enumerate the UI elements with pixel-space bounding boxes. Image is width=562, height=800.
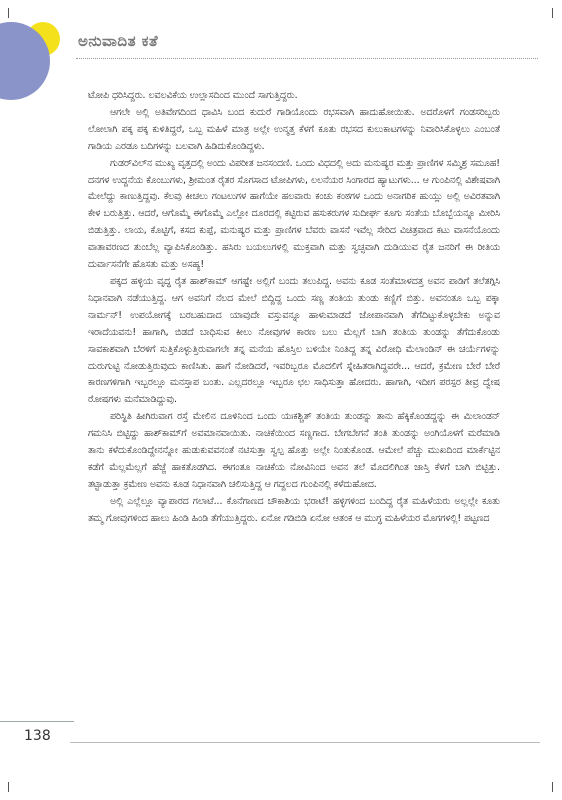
paragraph: ಆಗಲೇ ಅಲ್ಲಿ ಅತಿವೇಗದಿಂದ ಧಾವಿಸಿ ಬಂದ ಕುದುರೆ ಗಾಡಿಯೊಂದು ರಭಸವಾಗಿ ಹಾದುಹೋಯಿತು. ಅದರೊಳಗೆ ಗಂಡಸರಿಬ್ಬರು ಲೋಲಾಗಿ ಪಕ್ಕ ಪಕ್ಕ ಕುಳಿತಿದ್ದರೆ, ಒಬ್ಬ ಮಹಿಳೆ ಮಾತ್ರ ಅಲ್ಲೇ ಉನ್ಮತ್ತ ಕೆಳಗೆ ಕೂತು ರಭಸದ ಕುಲುಕಾಟಗಳನ್ನು ನಿವಾರಿಸಿಕೊಳ್ಳಲು ಎಂಬಂತೆ ಗಾಡಿಯ ಎರಡೂ ಬದಿಗಳನ್ನು ಬಲವಾಗಿ ಹಿಡಿದುಕೊಂಡಿದ್ದಳು. <box>88 106 500 152</box>
page-number: 138 <box>24 728 51 744</box>
crop-mark-bottom-left <box>8 782 9 792</box>
crop-mark-top-right <box>552 8 553 18</box>
section-title: ಅನುವಾದಿತ ಕತೆ <box>78 32 159 50</box>
paragraph: ಗುಡರ್‌ವಿಲ್‌ನ ಮುಖ್ಯ ವೃತ್ತದಲ್ಲಿ ಅಂದು ವಿಪರೀತ ಜನಸಂದಣಿ. ಒಂದು ವಿಧದಲ್ಲಿ ಅದು ಮನುಷ್ಯರ ಮತ್ತು ಪ್ರಾಣಿಗಳ ಸಮ್ಮಿಶ್ರ ಸಮೂಹ! ದನಗಳ ಉದ್ದನೆಯ ಕೊಂಬುಗಳು, ಶ್ರೀಮಂತ ರೈತರ ಸೊಗಸಾದ ಟೋಪಿಗಳು, ಲಲನೆಯರ ಸಿಂಗಾರದ ಹ್ಯಾಟುಗಳು... ಆ ಗುಂಪಿನಲ್ಲಿ ವಿಶೇಷವಾಗಿ ಮೇಲೆದ್ದು ಕಾಣುತ್ತಿದ್ದವು. ಕೆಲವು ಕೀಚಲು ಗಂಟಲುಗಳ ಹಾಗೆಯೇ ಹಲವಾರು ಕಂಚು ಕಂಠಗಳ ಒಂದು ಅನಾಗರಿಕ ಹುಯ್ಲು ಅಲ್ಲಿ ಅವಿರತವಾಗಿ ಕೇಳ ಬರುತ್ತಿತ್ತು. ಆದರೆ, ಆಗೊಮ್ಮೆ ಈಗೊಮ್ಮೆ ಎಲ್ಲೋ ದೂರದಲ್ಲಿ ಕಟ್ಟಿರುವ ಹಸುಕರುಗಳ ಸುದೀರ್ಘ ಕೂಗು ಸಂತೆಯ ಬೊಬ್ಬೆಯನ್ನೂ ಮೀರಿಸಿ ಬಿಡುತ್ತಿತ್ತು. ಲಾಯ, ಕೊಟ್ಟಿಗೆ, ಕಸದ ಕುಪ್ಪೆ, ಮನುಷ್ಯರ ಮತ್ತು ಪ್ರಾಣಿಗಳ ಬೆವರು ವಾಸನೆ ಇವೆಲ್ಲ ಸೇರಿದ ವಿಚಿತ್ರವಾದ ಕಟು ವಾಸನೆಯೊಂದು ವಾತಾವರಣದ ತುಂಬೆಲ್ಲ ವ್ಯಾಪಿಸಿಕೊಂಡಿತ್ತು. ಹಸಿರು ಬಯಲುಗಳಲ್ಲಿ ಮುಕ್ತವಾಗಿ ಮತ್ತು ಸ್ವಚ್ಛವಾಗಿ ದುಡಿಯುವ ರೈತ ಜನರಿಗೆ ಈ ರೀತಿಯ ದುರ್ವಾಸನೆಗೇ ಹೊಸತು ಮತ್ತು ಅಸಹ್ಯ! <box>88 157 500 271</box>
paragraph: ಟೋಪಿ ಧರಿಸಿದ್ದರು. ಲವಲವಿಕೆಯ ಉಲ್ಲಾಸದಿಂದ ಮುಂದೆ ಸಾಗುತ್ತಿದ್ದರು. <box>88 90 298 101</box>
header-divider <box>76 58 538 59</box>
paragraph: ಪರಿಸ್ಥಿತಿ ಹೀಗಿರುವಾಗ ರಸ್ತೆ ಮೇಲಿನ ದೂಳಿನಿಂದ ಒಂದು ಯಃಕಶ್ಚಿತ್ ತಂತಿಯ ತುಂಡನ್ನು ತಾನು ಹೆಕ್ಕಿಕೊಂಡದ್ದನ್ನು ಈ ಮಿಲಾಂಡನ್ ಗಮನಿಸಿ ಬಿಟ್ಟಿದ್ದು ಹಾಶ್‌ಕಾಮ್‌ಗೆ ಅವಮಾನವಾಯಿತು. ನಾಚಿಕೆಯಿಂದ ಸಣ್ಣಗಾದ. ಬೇಗಬೇಗನೆ ತಂತಿ ತುಂಡನ್ನು ಅಂಗಿಯೊಳಗೆ ಮರೆಮಾಡಿ ತಾನು ಕಳೆದುಕೊಂಡಿದ್ದೇನನ್ನೋ ಹುಡುಕುವವನಂತೆ ನಟಿಸುತ್ತಾ ಸ್ವಲ್ಪ ಹೊತ್ತು ಅಲ್ಲೇ ನಿಂತುಕೊಂಡ. ಆಮೇಲೆ ಪೆಚ್ಚು ಮುಖದಿಂದ ಮಾರ್ಕೆಟ್ಟಿನ ಕಡೆಗೆ ಮೆಲ್ಲಮೆಲ್ಲಗೆ ಹೆಜ್ಜೆ ಹಾಕತೊಡಗಿದ. ಈಗಂತೂ ನಾಚಿಕೆಯ ನೋವಿನಿಂದ ಅವನ ತಲೆ ಮೊದಲಿಗಿಂತ ಜಾಸ್ತಿ ಕೆಳಗೆ ಬಾಗಿ ಬಿಟ್ಟಿತ್ತು. ತಟ್ಟಾಡುತ್ತಾ ಕ್ರಮೇಣ ಅವನು ಕೂಡ ನಿಧಾನವಾಗಿ ಚಲಿಸುತ್ತಿದ್ದ ಆ ಗದ್ದಲದ ಗುಂಪಿನಲ್ಲಿ ಕಳೆದುಹೋದ. <box>88 411 500 490</box>
crop-mark-bottom-right <box>552 782 553 792</box>
crop-mark-top-left <box>8 8 9 18</box>
footer-line <box>70 742 540 743</box>
story-body <box>88 88 500 528</box>
paragraph: ಪಕ್ಕದ ಹಳ್ಳಿಯ ವೃದ್ಧ ರೈತ ಹಾಶ್‌ಕಾಮ್ ಆಗಷ್ಟೇ ಅಲ್ಲಿಗೆ ಬಂದು ತಲುಪಿದ್ದ. ಅವನು ಕೂಡ ಸಂತೆಮಾಳದತ್ತ ಅವನ ಪಾಡಿಗೆ ತಲೆತಗ್ಗಿಸಿ ನಿಧಾನವಾಗಿ ನಡೆಯುತ್ತಿದ್ದ. ಆಗ ಅವನಿಗೆ ನೆಲದ ಮೇಲೆ ಬಿದ್ದಿದ್ದ ಒಂದು ಸಣ್ಣ ತಂತಿಯ ತುಂಡು ಕಣ್ಣಿಗೆ ಬಿತ್ತು. ಅವನಂತೂ ಒಬ್ಬ ಪಕ್ಕಾ ನಾರ್ಮನ್! ಉಪಯೋಗಕ್ಕೆ ಬರಬಹುದಾದ ಯಾವುದೇ ವಸ್ತುವನ್ನೂ ಹಾಳುಮಾಡದೆ ಜೋಪಾನವಾಗಿ ತೆಗೆದಿಟ್ಟುಕೊಳ್ಳಬೇಕು ಅನ್ನುವ ಇರಾದೆಯವನು! ಹಾಗಾಗಿ, ಬಿಡದೆ ಬಾಧಿಸುವ ಕೀಲು ನೋವುಗಳ ಕಾರಣ ಬಲು ಮೆಲ್ಲಗೆ ಬಾಗಿ ತಂತಿಯ ತುಂಡನ್ನು ತೆಗೆದುಕೊಂಡು ಸಾವಕಾಶವಾಗಿ ಬೆರಳಿಗೆ ಸುತ್ತಿಕೊಳ್ಳುತ್ತಿರುವಾಗಲೇ ತನ್ನ ಮನೆಯ ಹೊಸ್ತಿಲ ಬಳಿಯೇ ನಿಂತಿದ್ದ ತನ್ನ ವಿರೋಧಿ ಮೆಲಾಂಡಿನ್ ಈ ಚರ್ಯೆಗಳನ್ನು ದುರುಗುಟ್ಟಿ ನೋಡುತ್ತಿರುವುದು ಕಾಣಿಸಿತು. ಹಾಗೆ ನೋಡಿದರೆ, ಇವರಿಬ್ಬರೂ ಮೊದಲಿಗೆ ಸ್ನೇಹಿತರಾಗಿದ್ದವರೇ... ಆದರೆ, ಕ್ರಮೇಣ ಬೇರೆ ಬೇರೆ ಕಾರಣಗಳಿಗಾಗಿ ಇಬ್ಬರಲ್ಲೂ ಮನಸ್ತಾಪ ಬಂತು. ಎಲ್ಲದರಲ್ಲೂ ಇಬ್ಬರೂ ಛಲ ಸಾಧಿಸುತ್ತಾ ಹೋದರು. ಹಾಗಾಗಿ, ಇದೀಗ ಪರಸ್ಪರ ತೀವ್ರ ದ್ವೇಷ ರೋಷಗಳು ಮನೆಮಾಡಿದ್ದುವು. <box>88 275 500 406</box>
footer-divider <box>0 721 74 722</box>
paragraph: ಅಲ್ಲಿ ಎಲ್ಲೆಲ್ಲೂ ವ್ಯಾಪಾರದ ಗಲಾಟೆ... ಕೊನೆಗಾಣದ ಚೌಕಾಶಿಯ ಭರಾಟೆ! ಹಳ್ಳಿಗಳಿಂದ ಬಂದಿದ್ದ ರೈತ ಮಹಿಳೆಯರು ಅಲ್ಲಲ್ಲೇ ಕೂತು ತಮ್ಮ ಗೋವುಗಳಿಂದ ಹಾಲು ಹಿಂಡಿ ಹಿಂಡಿ ತೆಗೆಯುತ್ತಿದ್ದರು. ಏನೋ ಗಡಿಬಿಡಿ ಏನೋ ಆತಂಕ ಆ ಮುಗ್ಧ ಮಹಿಳೆಯರ ಮೊಗಗಳಲ್ಲಿ! ಪಟ್ಟಣದ <box>88 495 500 524</box>
